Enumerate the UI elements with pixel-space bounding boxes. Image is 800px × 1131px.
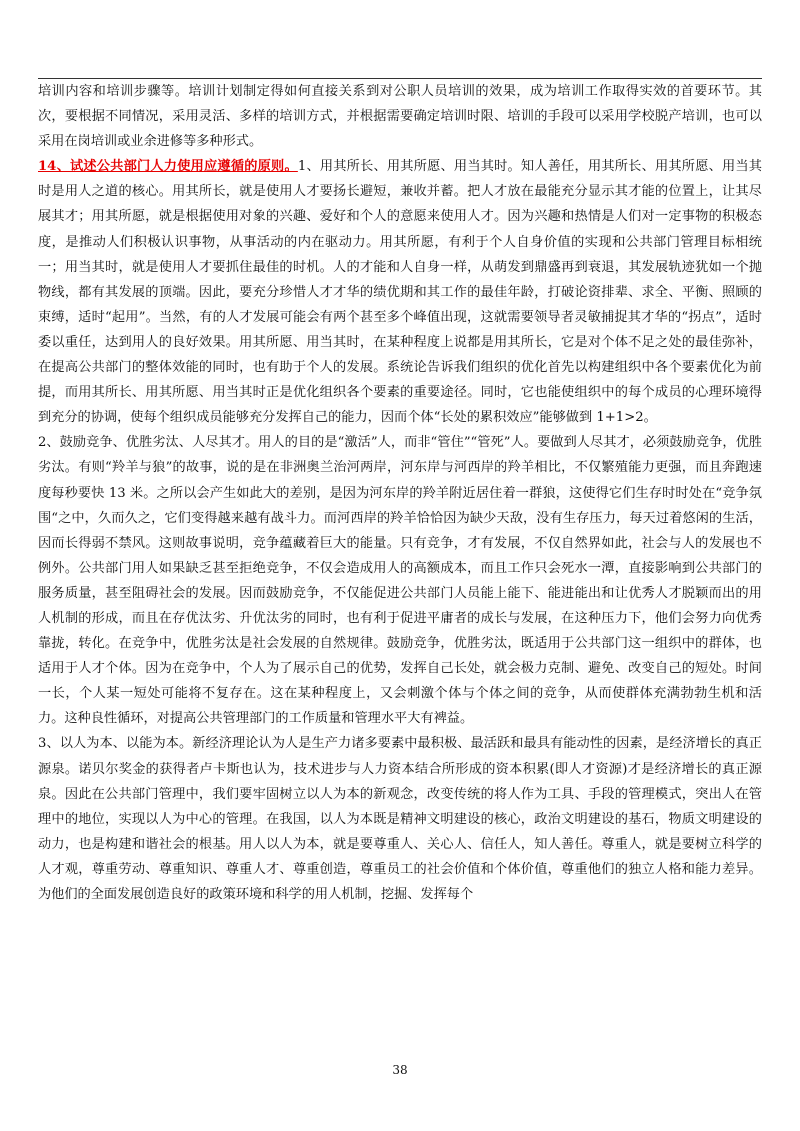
question-14-title: 14、试述公共部门人力使用应遵循的原则。 [38, 159, 298, 175]
intro-paragraph: 培训内容和培训步骤等。培训计划制定得如何直接关系到对公职人员培训的效果，成为培训工作取得实效的首要环节。其次，要根据不同情况，采用灵活、多样的培训方式，并根据需要确定培训时限、培训的手段可以采用学校脱产培训，也可以采用在岗培训或业余进修等多种形式。 [38, 84, 762, 150]
question-14-point-3: 3、以人为本、以能为本。新经济理论认为人是生产力诸多要素中最积极、最活跃和最具有能动性的因素，是经济增长的真正源泉。诺贝尔奖金的获得者卢卡斯也认为，技术进步与人力资本结合所形成的资本积累(即人才资源)才是经济增长的真正源泉。因此在公共部门管理中，我们要牢固树立以人为本的新观念，改变传统的将人作为工具、手段的管理模式，突出人在管理中的地位，实现以人为中心的管理。在我国，以人为本既是精神文明建设的核心，政治文明建设的基石，物质文明建设的动力，也是构建和谐社会的根基。用人以人为本，就是要尊重人、关心人、信任人，知人善任。尊重人，就是要树立科学的人才观，尊重劳动、尊重知识、尊重人才、尊重创造，尊重员工的社会价值和个体价值，尊重他们的独立人格和能力差异。为他们的全面发展创造良好的政策环境和科学的用人机制，挖掘、发挥每个 [38, 736, 762, 902]
question-14-paragraph [38, 154, 762, 430]
page-number: 38 [392, 1063, 408, 1077]
page-body [38, 79, 762, 907]
question-14-point-1: 1、用其所长、用其所愿、用当其时。知人善任，用其所长、用其所愿、用当其时是用人之道的核心。用其所长，就是使用人才要扬长避短，兼收并蓄。把人才放在最能充分显示其才能的位置上，让其尽展其才；用其所愿，就是根据使用对象的兴趣、爱好和个人的意愿来使用人才。因为兴趣和热情是人们对一定事物的积极态度，是推动人们积极认识事物，从事活动的内在驱动力。用其所愿，有利于个人自身价值的实现和公共部门管理目标相统一；用当其时，就是使用人才要抓住最佳的时机。人的才能和人自身一样，从萌发到鼎盛再到衰退，其发展轨迹犹如一个抛物线，都有其发展的顶端。因此，要充分珍惜人才才华的绩优期和其工作的最佳年龄，打破论资排辈、求全、平衡、照顾的束缚，适时“起用”。当然，有的人才发展可能会有两个甚至多个峰值出现，这就需要领导者灵敏捕捉其才华的“拐点”，适时委以重任，达到用人的良好效果。用其所愿、用当其时，在某种程度上说都是用其所长，它是对个体不足之处的最佳弥补，在提高公共部门的整体效能的同时，也有助于个人的发展。系统论告诉我们组织的优化首先以构建组织中各个要素优化为前提，而用其所长、用其所愿、用当其时正是优化组织各个要素的重要途径。同时，它也能使组织中的每个成员的心理环境得到充分的协调，使每个组织成员能够充分发挥自己的能力，因而个体“长处的累积效应”能够做到 1+1>2。 [38, 159, 762, 426]
question-14-point-2: 2、鼓励竞争、优胜劣汰、人尽其才。用人的目的是“激活”人，而非“管住”“管死”人。要做到人尽其才，必须鼓励竞争，优胜劣汰。有则“羚羊与狼”的故事，说的是在非洲奥兰治河两岸，河东岸与河西岸的羚羊相比，不仅繁殖能力更强，而且奔跑速度每秒要快 13 米。之所以会产生如此大的差别，是因为河东岸的羚羊附近居住着一群狼，这使得它们生存时时处在“竞争氛围“之中，久而久之，它们变得越来越有战斗力。而河西岸的羚羊恰恰因为缺少天敌，没有生存压力，每天过着悠闲的生活，因而长得弱不禁风。这则故事说明，竞争蕴藏着巨大的能量。只有竞争，才有发展，不仅自然界如此，社会与人的发展也不例外。公共部门用人如果缺乏甚至拒绝竞争，不仅会造成用人的高额成本，而且工作只会死水一潭，直接影响到公共部门的服务质量，甚至阻碍社会的发展。因而鼓励竞争，不仅能促进公共部门人员能上能下、能进能出和让优秀人才脱颖而出的用人机制的形成，而且在存优汰劣、升优汰劣的同时，也有利于促进平庸者的成长与发展，在这种压力下，他们会努力向优秀靠拢，转化。在竞争中，优胜劣汰是社会发展的自然规律。鼓励竞争，优胜劣汰，既适用于公共部门这一组织中的群体，也适用于人才个体。因为在竞争中，个人为了展示自己的优势，发挥自己长处，就会极力克制、避免、改变自己的短处。时间一长，个人某一短处可能将不复存在。这在某种程度上，又会刺激个体与个体之间的竞争，从而使群体充满勃勃生机和活力。这种良性循环，对提高公共管理部门的工作质量和管理水平大有裨益。 [38, 435, 762, 727]
